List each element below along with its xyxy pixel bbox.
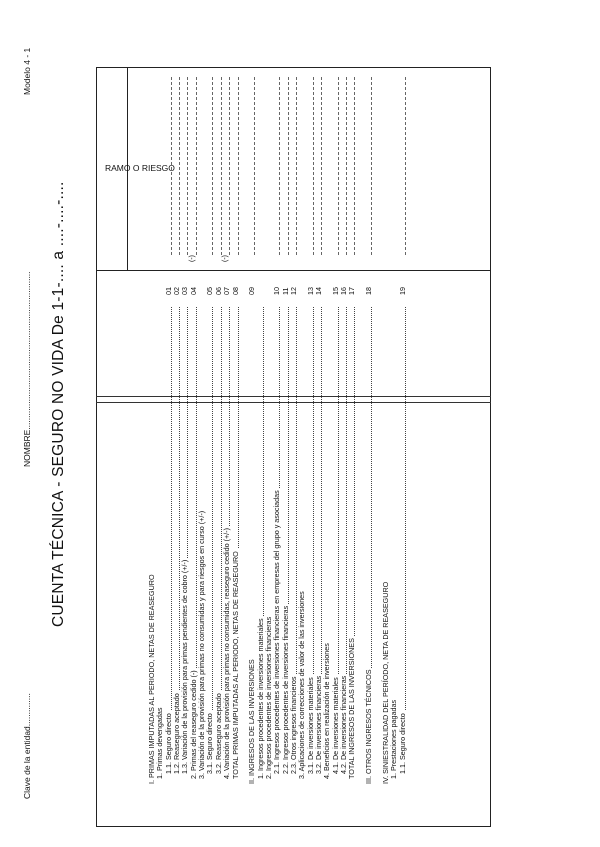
- value-entry-line[interactable]: [371, 77, 372, 255]
- row-code: 19: [397, 287, 407, 295]
- row-label: 1.1. Seguro directo: [163, 713, 173, 774]
- row-label: 3. Aplicaciones de correcciones de valor de las inversiones: [297, 591, 307, 779]
- value-entry-line[interactable]: [405, 77, 406, 255]
- value-entry-line[interactable]: [313, 77, 314, 255]
- row-code: 15: [330, 287, 340, 295]
- row-label: 1. Prestaciones pagadas: [389, 699, 399, 779]
- row-label: 2.1. Ingresos procedentes de inversiones financieras en empresas del grupo y asociadas: [272, 490, 282, 774]
- value-entry-line[interactable]: [196, 77, 197, 255]
- row-label: III. OTROS INGRESOS TÉCNICOS: [364, 669, 374, 784]
- row-label: 2.2. Ingresos procedentes de inversiones financieras: [280, 605, 290, 774]
- row-code: 07: [222, 287, 232, 295]
- row-label: 2.3. Otros ingresos financieros: [288, 676, 298, 774]
- value-entry-line[interactable]: [179, 77, 180, 255]
- row-label: 1. Primas devengadas: [155, 707, 165, 779]
- row-code: 12: [288, 287, 298, 295]
- row-label: 4. Beneficios en realización de inversiones: [322, 643, 332, 779]
- row-label: 3.2. De inversiones financieras: [314, 675, 323, 774]
- value-entry-line[interactable]: [254, 77, 255, 255]
- row-label: 1.2. Reaseguro aceptado: [172, 693, 182, 774]
- row-code: 02: [172, 287, 182, 295]
- row-label: 3. Variación de la provisión para primas no consumidas y para riesgos en curso (+/-): [197, 510, 207, 779]
- leader-dots: [405, 307, 406, 774]
- entity-name-label: NOMBRE...................................................................: [22, 271, 32, 467]
- value-entry-line[interactable]: [338, 77, 339, 255]
- row-code: 13: [305, 287, 315, 295]
- row-code: 04: [188, 287, 198, 295]
- value-entry-line[interactable]: [296, 77, 297, 255]
- value-entry-line[interactable]: [212, 77, 213, 255]
- row-code: 16: [339, 287, 349, 295]
- row-code: 06: [213, 287, 223, 295]
- model-number: Modelo 4 - 1: [22, 47, 32, 95]
- row-label: 2. Primas del reaseguro cedido (-): [188, 670, 198, 779]
- row-code: 03: [180, 287, 190, 295]
- row-label: I. PRIMAS IMPUTADAS AL PERIODO, NETAS DE REASEGURO: [147, 574, 156, 784]
- row-code: 11: [280, 287, 290, 295]
- value-entry-line[interactable]: [288, 77, 289, 255]
- row-code: 18: [364, 287, 374, 295]
- row-code: 17: [347, 287, 357, 295]
- row-label: 3.1. Seguro directo: [205, 713, 215, 774]
- row-label: 4.1. De inversiones materiales: [330, 677, 340, 774]
- column-header: RAMO O RIESGO: [105, 163, 175, 173]
- row-code: 05: [205, 287, 215, 295]
- row-label: 3.2. Reaseguro aceptado: [213, 693, 223, 774]
- value-entry-line[interactable]: [346, 77, 347, 255]
- entity-key-label: Clave de la entidad..............: [22, 693, 32, 799]
- row-label: 2. Ingresos procedentes de inversiones financieras: [263, 616, 273, 779]
- value-entry-line[interactable]: [321, 77, 322, 255]
- value-entry-line[interactable]: [279, 77, 280, 255]
- value-entry-line[interactable]: [354, 77, 355, 255]
- sign-mark: (-): [188, 255, 196, 262]
- row-label: 3.1. De inversiones materiales: [305, 677, 315, 774]
- row-code: 01: [163, 287, 173, 295]
- row-code: 08: [230, 287, 240, 295]
- row-label: TOTAL INGRESOS DE LAS INVERSIONES: [347, 638, 357, 779]
- row-label: 1. Ingresos procedentes de inversiones materiales: [255, 618, 265, 779]
- row-code: 09: [247, 287, 257, 295]
- sign-mark: (-): [222, 255, 230, 262]
- row-label: TOTAL PRIMAS IMPUTADAS AL PERIODO, NETAS DE REASEGURO: [230, 551, 240, 779]
- row-label: 4.2. De inversiones financieras: [339, 675, 349, 774]
- value-entry-line[interactable]: [238, 77, 239, 255]
- value-entry-line[interactable]: [221, 77, 222, 255]
- row-label: IV. SINIESTRALIDAD DEL PERÍODO, NETA DE REASEGURO: [380, 581, 390, 784]
- row-label: 1.3. Variación de la provisión para primas pendientes de cobro (+/-): [180, 559, 190, 774]
- value-entry-line[interactable]: [187, 77, 188, 255]
- row-label: 1.1. Seguro directo: [397, 713, 407, 774]
- page-title: CUENTA TÉCNICA - SEGURO NO VIDA De 1-1-.... a ....-....-....: [50, 181, 67, 627]
- row-label: II. INGRESOS DE LAS INVERSIONES: [247, 659, 257, 784]
- row-label: 4. Variación de la provisión para primas no consumidas, reaseguro cedido (+/-): [222, 528, 232, 779]
- value-entry-line[interactable]: [229, 77, 230, 255]
- row-code: 14: [314, 287, 323, 295]
- value-entry-line[interactable]: [171, 77, 172, 255]
- row-code: 10: [272, 287, 282, 295]
